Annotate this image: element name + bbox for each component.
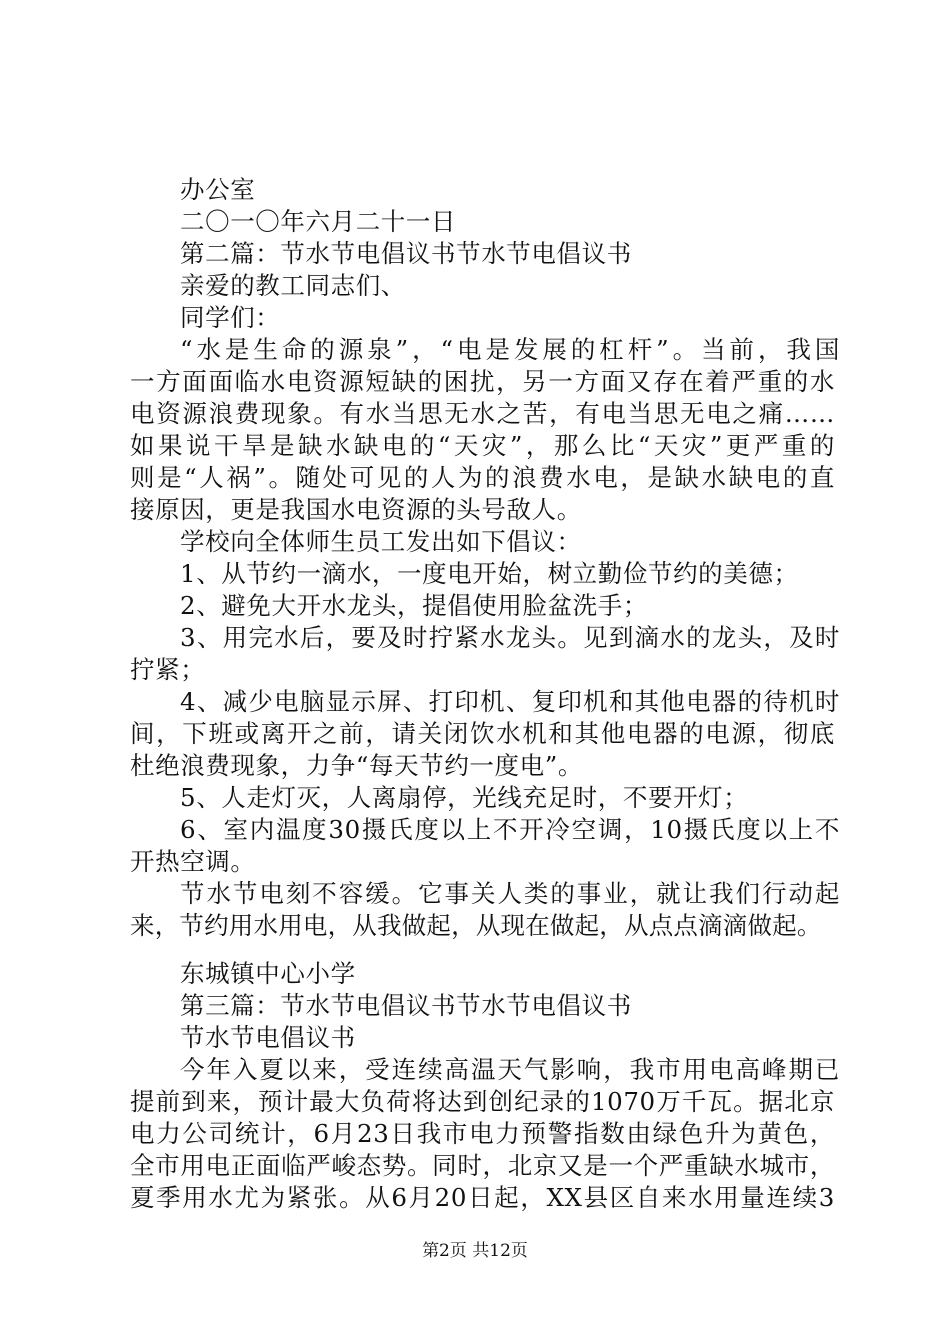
paragraph-line: 夏季用水尤为紧张。从6月20日起，XX县区自来水用量连续3 [130, 1183, 835, 1212]
list-item: 间，下班或离开之前，请关闭饮水机和其他电器的电源，彻底 [130, 719, 835, 748]
list-item: 开热空调。 [130, 847, 256, 876]
salutation: 亲爱的教工同志们、 [180, 271, 406, 300]
office-signature: 办公室 [180, 175, 256, 204]
list-item: 杜绝浪费现象，力争“每天节约一度电”。 [130, 751, 583, 780]
list-item: 6、室内温度30摄氏度以上不开冷空调，10摄氏度以上不 [180, 815, 840, 844]
list-item: 4、减少电脑显示屏、打印机、复印机和其他电器的待机时 [180, 687, 840, 716]
section-heading-2: 第二篇：节水节电倡议书节水节电倡议书 [180, 239, 632, 268]
paragraph-line: 今年入夏以来，受连续高温天气影响，我市用电高峰期已 [180, 1055, 840, 1084]
list-item: 5、人走灯灭，人离扇停，光线充足时，不要开灯； [180, 783, 749, 812]
list-item: 2、避免大开水龙头，提倡使用脸盆洗手； [180, 591, 648, 620]
paragraph-line: 接原因，更是我国水电资源的头号敌人。 [130, 495, 582, 524]
document-title: 节水节电倡议书 [180, 1023, 356, 1052]
paragraph-line: 则是“人祸”。随处可见的人为的浪费水电，是缺水缺电的直 [130, 463, 835, 492]
list-item: 1、从节约一滴水，一度电开始，树立勤俭节约的美德； [180, 559, 799, 588]
paragraph-line: 如果说干旱是缺水缺电的“天灾”，那么比“天灾”更严重的 [130, 431, 835, 460]
paragraph-line: 全市用电正面临严峻态势。同时，北京又是一个严重缺水城市， [130, 1151, 835, 1180]
paragraph-line: 学校向全体师生员工发出如下倡议： [180, 527, 582, 556]
list-item: 拧紧； [130, 655, 206, 684]
list-item: 3、用完水后，要及时拧紧水龙头。见到滴水的龙头，及时 [180, 623, 840, 652]
paragraph-line: 节水节电刻不容缓。它事关人类的事业，就让我们行动起 [180, 879, 840, 908]
page-number-footer: 第2页 共12页 [422, 1241, 528, 1261]
paragraph-line: 电力公司统计，6月23日我市电力预警指数由绿色升为黄色， [130, 1119, 835, 1148]
section-heading-3: 第三篇：节水节电倡议书节水节电倡议书 [180, 991, 632, 1020]
paragraph-line: “水是生命的源泉”，“电是发展的杠杆”。当前，我国 [180, 335, 840, 364]
salutation: 同学们： [180, 303, 281, 332]
paragraph-line: 一方面面临水电资源短缺的困扰，另一方面又存在着严重的水 [130, 367, 835, 396]
paragraph-line: 提前到来，预计最大负荷将达到创纪录的1070万千瓦。据北京 [130, 1087, 835, 1116]
school-signature: 东城镇中心小学 [180, 959, 356, 988]
paragraph-line: 来，节约用水用电，从我做起，从现在做起，从点点滴滴做起。 [130, 911, 822, 940]
date-line: 二〇一〇年六月二十一日 [180, 207, 457, 236]
paragraph-line: 电资源浪费现象。有水当思无水之苦，有电当思无电之痛…… [130, 399, 835, 428]
